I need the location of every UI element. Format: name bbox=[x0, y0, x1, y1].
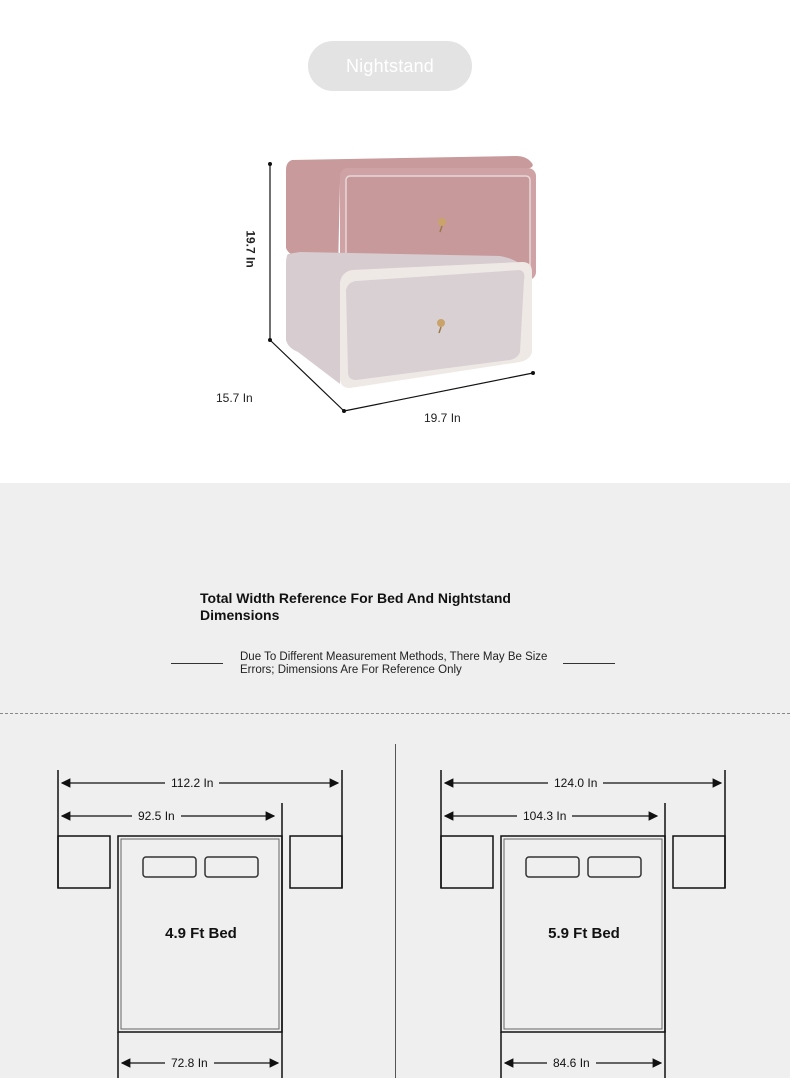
width-dimension-label: 19.7 In bbox=[424, 411, 461, 425]
product-label-pill: Nightstand bbox=[308, 41, 472, 91]
right-bed-name: 5.9 Ft Bed bbox=[548, 925, 620, 942]
bed-diagram-right bbox=[441, 770, 725, 1078]
left-total-width-label: 112.2 In bbox=[165, 776, 219, 790]
height-dimension-label: 19.7 In bbox=[243, 230, 258, 268]
right-total-width-label: 124.0 In bbox=[548, 776, 603, 790]
left-mattress-width-label: 72.8 In bbox=[165, 1056, 214, 1070]
left-frame-width-label: 92.5 In bbox=[132, 809, 181, 823]
right-mattress-width-label: 84.6 In bbox=[547, 1056, 596, 1070]
bed-diagram-left bbox=[58, 770, 342, 1078]
reference-title: Total Width Reference For Bed And Nightstand Dimensions bbox=[200, 590, 511, 623]
depth-dimension-label: 15.7 In bbox=[216, 391, 253, 405]
left-bed-name: 4.9 Ft Bed bbox=[165, 925, 237, 942]
right-frame-width-label: 104.3 In bbox=[517, 809, 572, 823]
reference-note: Due To Different Measurement Methods, There May Be Size Errors; Dimensions Are For Reference Only bbox=[240, 651, 548, 676]
